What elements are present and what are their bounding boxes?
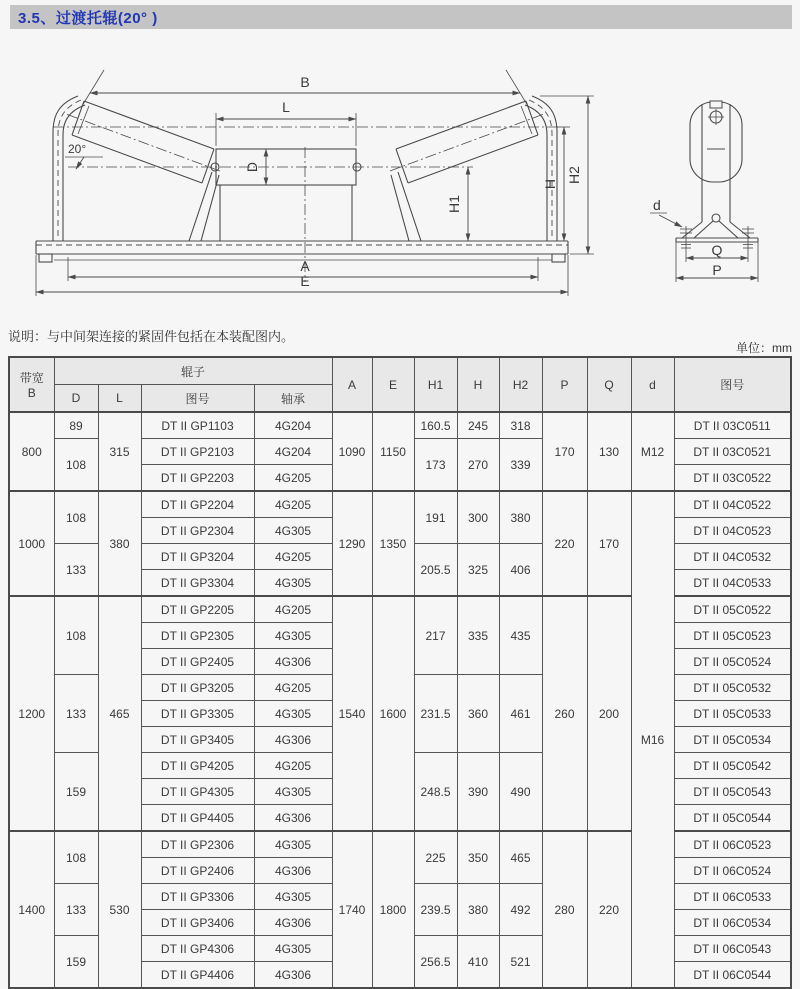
spec-cell: DT II 06C0533 (674, 884, 791, 910)
spec-cell: 318 (499, 412, 542, 439)
spec-cell: 380 (457, 884, 499, 936)
spec-cell: 300 (457, 491, 499, 544)
spec-cell: 245 (457, 412, 499, 439)
spec-cell: 360 (457, 675, 499, 753)
spec-cell: DT II GP4405 (141, 805, 254, 832)
spec-cell: 108 (54, 491, 98, 544)
dim-label-H1: H1 (446, 195, 462, 213)
col-header-bandwidth: 带宽 B (9, 357, 54, 412)
col-header-h1: H1 (414, 357, 457, 412)
unit-label: 单位：mm (736, 341, 792, 355)
spec-cell: 256.5 (414, 936, 457, 989)
spec-cell: M16 (631, 491, 674, 988)
spec-cell: 1000 (9, 491, 54, 596)
spec-cell: DT II GP3306 (141, 884, 254, 910)
spec-cell: DT II 06C0523 (674, 831, 791, 858)
col-header-h: H (457, 357, 499, 412)
spec-cell: 4G204 (254, 439, 332, 465)
spec-cell: 4G305 (254, 701, 332, 727)
spec-cell: 170 (542, 412, 587, 491)
col-header-roller-drawing-no: 图号 (141, 385, 254, 413)
spec-cell: 4G305 (254, 884, 332, 910)
spec-cell: 1290 (332, 491, 372, 596)
section-title-bar (10, 5, 792, 29)
spec-cell: 225 (414, 831, 457, 884)
spec-cell: 133 (54, 675, 98, 753)
spec-cell: 461 (499, 675, 542, 753)
spec-cell: 4G306 (254, 805, 332, 832)
spec-cell: DT II GP3405 (141, 727, 254, 753)
spec-cell: 4G205 (254, 544, 332, 570)
spec-cell: 220 (542, 491, 587, 596)
spec-cell: 380 (499, 491, 542, 544)
spec-cell: DT II 05C0532 (674, 675, 791, 701)
spec-cell: 350 (457, 831, 499, 884)
spec-cell: 1200 (9, 596, 54, 831)
spec-cell: DT II GP4306 (141, 936, 254, 962)
spec-cell: 530 (98, 831, 141, 988)
dim-label-H: H (542, 178, 558, 190)
col-header-q: Q (587, 357, 631, 412)
spec-cell: 4G205 (254, 465, 332, 492)
spec-cell: DT II GP3205 (141, 675, 254, 701)
spec-cell: 231.5 (414, 675, 457, 753)
spec-cell: 170 (587, 491, 631, 596)
spec-cell: 4G306 (254, 649, 332, 675)
side-view (676, 101, 758, 248)
spec-cell: 1800 (372, 831, 414, 988)
spec-cell: DT II 03C0521 (674, 439, 791, 465)
spec-cell: DT II 06C0524 (674, 858, 791, 884)
table-row (9, 491, 791, 518)
col-header-drawing-no: 图号 (674, 357, 791, 412)
spec-cell: 4G205 (254, 596, 332, 623)
spec-cell: 4G306 (254, 910, 332, 936)
dim-label-A: A (300, 258, 310, 274)
spec-cell: 4G305 (254, 518, 332, 544)
spec-cell: 239.5 (414, 884, 457, 936)
spec-cell: DT II 04C0532 (674, 544, 791, 570)
col-header-roller-d: D (54, 385, 98, 413)
spec-cell: DT II GP3406 (141, 910, 254, 936)
spec-cell: 4G305 (254, 779, 332, 805)
spec-cell: DT II 05C0522 (674, 596, 791, 623)
section-title: 3.5、过渡托辊(20° ) (18, 9, 158, 27)
spec-cell: 133 (54, 544, 98, 597)
spec-cell: DT II GP2405 (141, 649, 254, 675)
dim-label-H2: H2 (566, 166, 582, 184)
spec-cell: DT II GP1103 (141, 412, 254, 439)
spec-cell: DT II 03C0511 (674, 412, 791, 439)
spec-cell: 217 (414, 596, 457, 675)
spec-cell: 205.5 (414, 544, 457, 597)
col-header-p: P (542, 357, 587, 412)
col-header-d: d (631, 357, 674, 412)
spec-cell: DT II GP2103 (141, 439, 254, 465)
spec-cell: DT II GP2203 (141, 465, 254, 492)
spec-cell: M12 (631, 412, 674, 491)
spec-cell: 800 (9, 412, 54, 491)
spec-cell: DT II GP2305 (141, 623, 254, 649)
spec-cell: 1400 (9, 831, 54, 988)
spec-cell: 108 (54, 596, 98, 675)
col-header-e: E (372, 357, 414, 412)
spec-cell: DT II GP2204 (141, 491, 254, 518)
spec-cell: 390 (457, 753, 499, 832)
col-header-roller-bearing: 轴承 (254, 385, 332, 413)
dim-label-d: d (653, 197, 661, 213)
right-bolt-icon (742, 226, 754, 248)
dim-label-Q: Q (711, 242, 723, 258)
spec-cell: 200 (587, 596, 631, 831)
spec-cell: 410 (457, 936, 499, 989)
spec-cell: 248.5 (414, 753, 457, 832)
spec-cell: 4G205 (254, 753, 332, 779)
spec-cell: DT II 05C0523 (674, 623, 791, 649)
spec-cell: 89 (54, 412, 98, 439)
spec-cell: 4G204 (254, 412, 332, 439)
spec-table-header (9, 357, 791, 412)
left-strut-2 (201, 175, 219, 241)
spec-cell: DT II 04C0523 (674, 518, 791, 544)
spec-cell: 4G305 (254, 831, 332, 858)
spec-cell: DT II 04C0522 (674, 491, 791, 518)
spec-cell: DT II 05C0544 (674, 805, 791, 832)
spec-cell: DT II GP4305 (141, 779, 254, 805)
spec-cell: 160.5 (414, 412, 457, 439)
spec-cell: 1150 (372, 412, 414, 491)
spec-cell: DT II 04C0533 (674, 570, 791, 597)
spec-cell: 4G306 (254, 962, 332, 989)
col-header-roller-l: L (98, 385, 141, 413)
spec-cell: 1540 (332, 596, 372, 831)
dim-label-P: P (712, 262, 722, 278)
spec-cell: DT II 05C0533 (674, 701, 791, 727)
spec-cell: 4G205 (254, 675, 332, 701)
spec-cell: 260 (542, 596, 587, 831)
table-row (9, 596, 791, 623)
spec-cell: 1600 (372, 596, 414, 831)
dim-label-D: D (244, 161, 260, 173)
right-side-roller (396, 101, 538, 183)
spec-cell: 270 (457, 439, 499, 492)
spec-cell: DT II 06C0543 (674, 936, 791, 962)
col-header-roller-group: 辊子 (54, 357, 332, 385)
spec-cell: DT II GP2406 (141, 858, 254, 884)
spec-cell: DT II GP4406 (141, 962, 254, 989)
spec-cell: 4G306 (254, 727, 332, 753)
spec-cell: 4G305 (254, 623, 332, 649)
spec-cell: 133 (54, 884, 98, 936)
spec-cell: 108 (54, 831, 98, 884)
spec-cell: DT II GP3305 (141, 701, 254, 727)
spec-cell: 492 (499, 884, 542, 936)
spec-cell: 315 (98, 412, 141, 491)
spec-table-body (9, 412, 791, 988)
spec-cell: 435 (499, 596, 542, 675)
spec-cell: 406 (499, 544, 542, 597)
spec-cell: DT II 06C0544 (674, 962, 791, 989)
left-end-bracket (53, 96, 85, 241)
spec-cell: 173 (414, 439, 457, 492)
spec-cell: 4G205 (254, 491, 332, 518)
spec-cell: 1740 (332, 831, 372, 988)
spec-cell: 4G305 (254, 936, 332, 962)
spec-cell: 465 (98, 596, 141, 831)
angle-label: 20° (68, 142, 87, 156)
dim-label-L: L (282, 99, 290, 115)
spec-cell: DT II 03C0522 (674, 465, 791, 492)
spec-cell: DT II GP2304 (141, 518, 254, 544)
dim-label-B: B (300, 74, 310, 90)
spec-cell: DT II 05C0543 (674, 779, 791, 805)
spec-cell: 325 (457, 544, 499, 597)
spec-cell: DT II GP3304 (141, 570, 254, 597)
spec-cell: 159 (54, 753, 98, 832)
spec-cell: 380 (98, 491, 141, 596)
left-bolt-icon (680, 226, 692, 248)
dim-label-E: E (300, 273, 310, 289)
spec-cell: DT II 05C0524 (674, 649, 791, 675)
spec-cell: DT II 05C0542 (674, 753, 791, 779)
spec-cell: 191 (414, 491, 457, 544)
technical-drawing (8, 50, 798, 308)
spec-cell: DT II 05C0534 (674, 727, 791, 753)
table-row (9, 831, 791, 858)
right-end-bracket (525, 96, 557, 241)
spec-cell: 521 (499, 936, 542, 989)
spec-cell: DT II GP2205 (141, 596, 254, 623)
spec-cell: DT II GP3204 (141, 544, 254, 570)
spec-cell: 280 (542, 831, 587, 988)
col-header-a: A (332, 357, 372, 412)
right-strut-2 (391, 175, 409, 241)
spec-cell: 1350 (372, 491, 414, 596)
spec-cell: 4G305 (254, 570, 332, 597)
col-header-h2: H2 (499, 357, 542, 412)
spec-cell: 335 (457, 596, 499, 675)
spec-cell: 108 (54, 439, 98, 492)
spec-cell: 465 (499, 831, 542, 884)
spec-cell: 130 (587, 412, 631, 491)
spec-cell: 490 (499, 753, 542, 832)
left-side-roller (72, 101, 214, 183)
spec-cell: DT II GP2306 (141, 831, 254, 858)
spec-table (8, 356, 792, 989)
d-leader (659, 215, 682, 227)
spec-cell: 159 (54, 936, 98, 989)
table-row (9, 412, 791, 439)
assembly-note: 说明：与中间架连接的紧固件包括在本装配图内。 (8, 329, 295, 344)
spec-cell: 1090 (332, 412, 372, 491)
spec-cell: 220 (587, 831, 631, 988)
spec-cell: DT II GP4205 (141, 753, 254, 779)
spec-cell: 4G306 (254, 858, 332, 884)
spec-cell: 339 (499, 439, 542, 492)
spec-cell: DT II 06C0534 (674, 910, 791, 936)
